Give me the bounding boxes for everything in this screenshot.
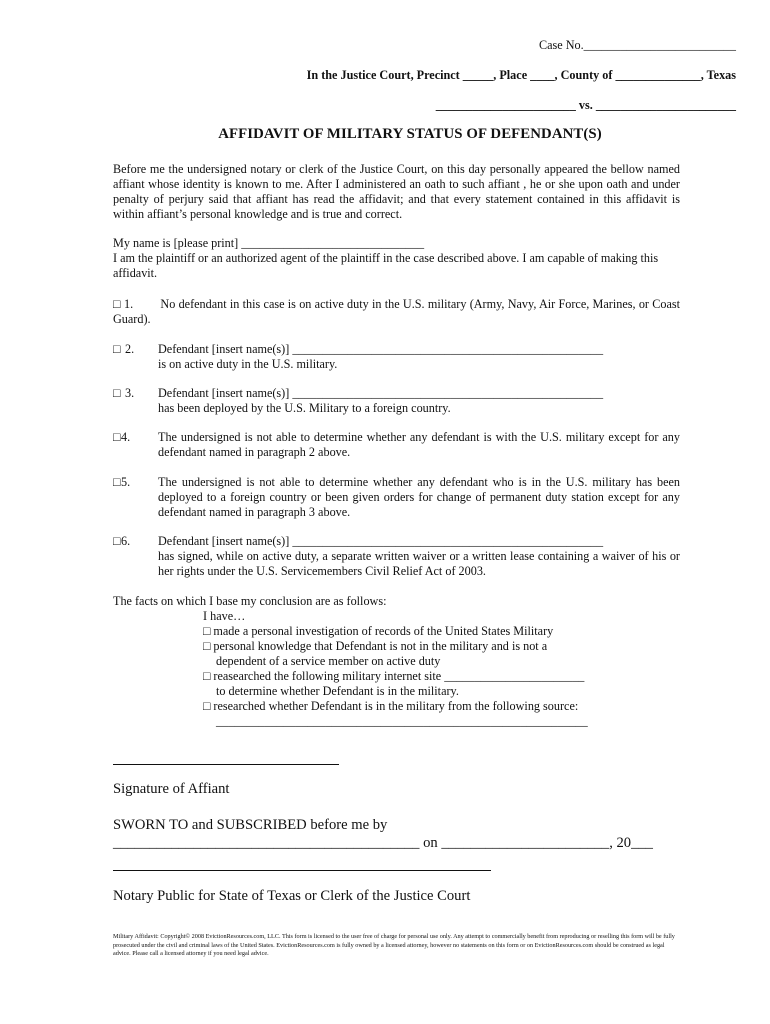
i-have-label: I have…	[203, 609, 246, 623]
statement-3: □ 3. Defendant [insert name(s)] ___________________________________________________ has been deployed by the U.S. Military to a foreign country.	[113, 386, 604, 415]
case-number: Case No._________________________	[538, 38, 736, 52]
fact-option-internet-cont: to determine whether Defendant is in the military.	[216, 684, 459, 698]
checkbox-icon[interactable]: □	[113, 534, 121, 548]
agent-statement: I am the plaintiff or an authorized agent of the plaintiff in the case described above. I am capable of making this affidavit.	[113, 251, 659, 280]
signature-line[interactable]	[113, 764, 339, 765]
fact-option-source[interactable]: □ researched whether Defendant is in the military from the following source:	[203, 699, 579, 713]
checkbox-icon[interactable]: □	[113, 342, 121, 356]
checkbox-icon[interactable]: □	[113, 386, 121, 400]
checkbox-icon[interactable]: □	[203, 669, 211, 683]
facts-list	[203, 609, 623, 729]
statement-2: □ 2. Defendant [insert name(s)] ___________________________________________________ is on active duty in the U.S. military.	[113, 342, 604, 371]
sworn-line[interactable]: __________________________________________ on _______________________, 20___	[113, 835, 653, 851]
court-line: In the Justice Court, Precinct _____, Place ____, County of ______________, Texas	[306, 68, 736, 82]
statement-5: □ 5. The undersigned is not able to determine whether any defendant who is in the U.S. military has been deployed to a foreign country or been given orders for change of permanent duty station except for any defendant named in paragraph 3 above.	[113, 475, 680, 519]
statement-6: □ 6. Defendant [insert name(s)] ___________________________________________________ has signed, while on active duty, a separate written waiver or a written lease containing a waiver of his or her rights under the U.S. Servicemembers Civil Relief Act of 2003.	[113, 534, 680, 578]
statement-4: □ 4. The undersigned is not able to determine whether any defendant is with the U.S. military except for any defendant named in paragraph 2 above.	[113, 430, 680, 459]
fact-option-investigation[interactable]: □ made a personal investigation of records of the United States Military	[203, 624, 554, 638]
source-line[interactable]: _____________________________________________________________	[216, 714, 588, 728]
notary-label: Notary Public for State of Texas or Clerk of the Justice Court	[113, 888, 471, 904]
statement-1: □ 1. No defendant in this case is on active duty in the U.S. military (Army, Navy, Air Force, Marines, or Coast Guard).	[113, 297, 681, 326]
sworn-label: SWORN TO and SUBSCRIBED before me by	[113, 817, 388, 833]
copyright-footer: Military Affidavit: Copyright© 2008 EvictionResources.com, LLC. This form is licensed to the user free of charge for personal use only. Any attempt to commercially benefit from reproducing or reselling this form will be fully prosecuted under the civil and criminal laws of the United States. EvictionResources.com is fully owned by a licensed attorney, however no statements on this form or on EvictionResources.com should be construed as legal advice. Please call a licensed attorney if you need legal advice.	[113, 933, 675, 958]
page-title: AFFIDAVIT OF MILITARY STATUS OF DEFENDANT(S)	[218, 126, 602, 142]
notary-signature-line[interactable]	[113, 870, 491, 871]
checkbox-icon[interactable]: □	[203, 639, 211, 653]
fact-option-knowledge[interactable]: □ personal knowledge that Defendant is not in the military and is not a	[203, 639, 548, 653]
fact-option-internet[interactable]: □ reasearched the following military internet site _______________________	[203, 669, 585, 683]
checkbox-icon[interactable]: □	[203, 624, 211, 638]
checkbox-icon[interactable]: □	[203, 699, 211, 713]
checkbox-icon[interactable]: □	[113, 430, 121, 444]
facts-intro: The facts on which I base my conclusion are as follows:	[113, 594, 387, 608]
signature-label: Signature of Affiant	[113, 781, 230, 797]
fact-option-knowledge-cont: dependent of a service member on active duty	[216, 654, 441, 668]
intro-paragraph: Before me the undersigned notary or clerk of the Justice Court, on this day personally appeared the bellow named affiant whose identity is known to me. After I administered an oath to such affiant , he or she upon oath and under penalty of perjury said that affiant has read the affidavit; and that every statement contained in this affidavit is within affiant’s personal knowledge and is true and correct.	[113, 162, 680, 221]
checkbox-icon[interactable]: □	[113, 297, 121, 311]
versus-line: _______________________ vs. _______________________	[435, 98, 736, 112]
checkbox-icon[interactable]: □	[113, 475, 121, 489]
name-line: My name is [please print] ______________________________	[113, 236, 425, 250]
